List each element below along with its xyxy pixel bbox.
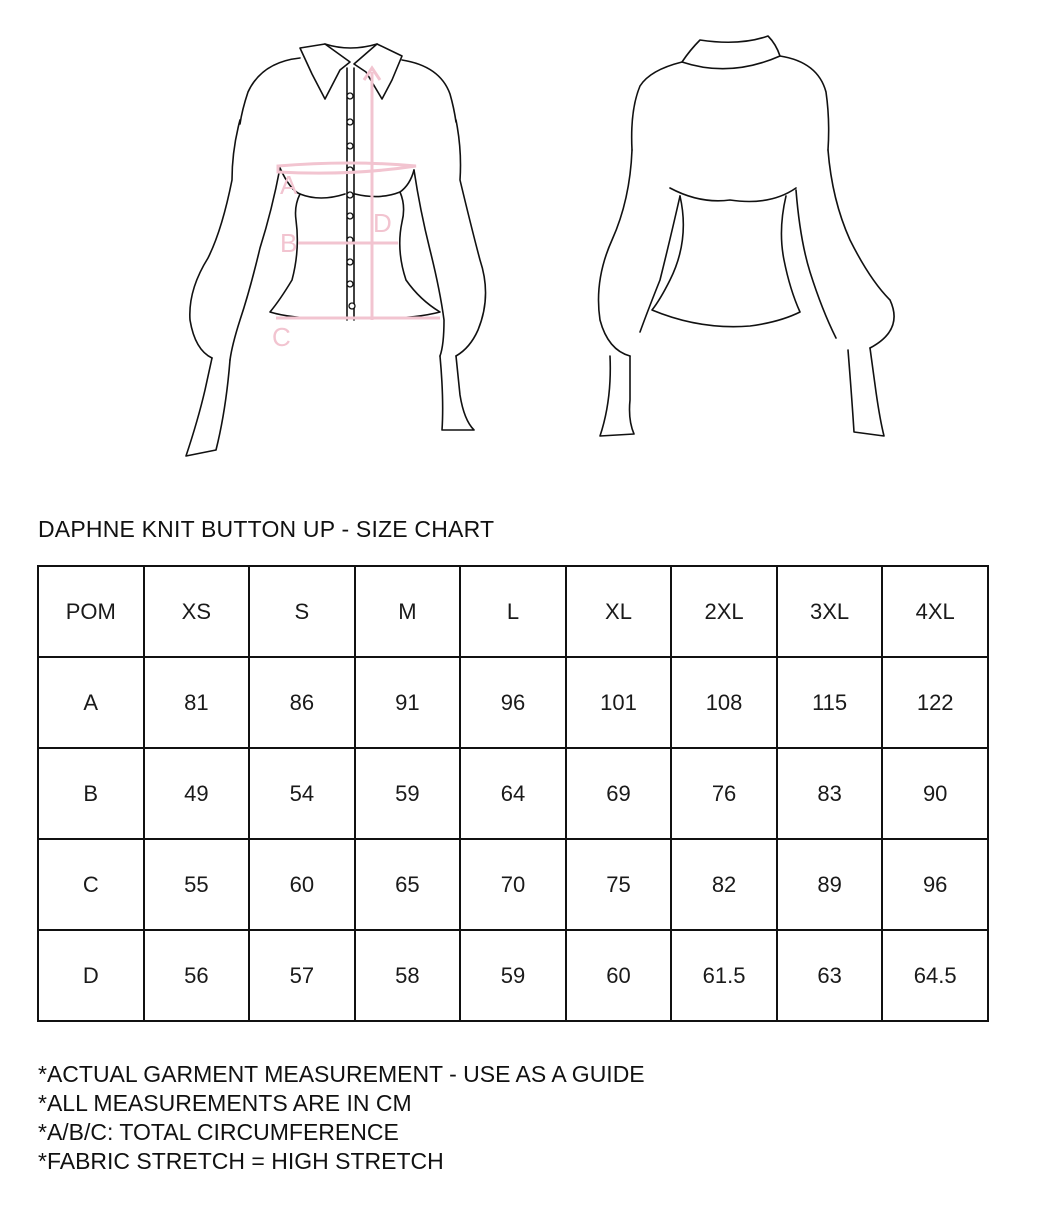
front-view-sketch — [186, 44, 486, 456]
table-cell: 89 — [777, 839, 883, 930]
table-cell: 58 — [355, 930, 461, 1021]
table-cell: 61.5 — [671, 930, 777, 1021]
table-cell: 76 — [671, 748, 777, 839]
table-cell: 64 — [460, 748, 566, 839]
table-cell: 56 — [144, 930, 250, 1021]
note-line: *FABRIC STRETCH = HIGH STRETCH — [38, 1148, 444, 1174]
table-cell: 69 — [566, 748, 672, 839]
table-cell: 55 — [144, 839, 250, 930]
header-cell: XL — [566, 566, 672, 657]
table-cell: 60 — [566, 930, 672, 1021]
table-cell: 63 — [777, 930, 883, 1021]
table-cell: 108 — [671, 657, 777, 748]
table-cell: 81 — [144, 657, 250, 748]
table-cell: 49 — [144, 748, 250, 839]
measure-label-d: D — [373, 208, 392, 238]
table-cell: 59 — [355, 748, 461, 839]
header-cell: S — [249, 566, 355, 657]
header-cell: 4XL — [882, 566, 988, 657]
table-cell: 90 — [882, 748, 988, 839]
table-cell: C — [38, 839, 144, 930]
table-cell: 83 — [777, 748, 883, 839]
table-cell: 82 — [671, 839, 777, 930]
table-cell: 86 — [249, 657, 355, 748]
header-cell: XS — [144, 566, 250, 657]
table-cell: 60 — [249, 839, 355, 930]
note-line: *ALL MEASUREMENTS ARE IN CM — [38, 1090, 412, 1116]
garment-illustration — [0, 0, 1038, 480]
table-cell: 59 — [460, 930, 566, 1021]
measure-label-a: A — [280, 170, 298, 200]
table-cell: D — [38, 930, 144, 1021]
table-cell: 96 — [460, 657, 566, 748]
table-cell: 101 — [566, 657, 672, 748]
table-cell: 75 — [566, 839, 672, 930]
table-cell: B — [38, 748, 144, 839]
back-view-sketch — [599, 36, 895, 436]
garment-sketches — [0, 0, 1038, 480]
table-row — [38, 748, 988, 839]
size-chart-table — [37, 565, 989, 1022]
table-cell: 70 — [460, 839, 566, 930]
header-cell: 2XL — [671, 566, 777, 657]
note-line: *A/B/C: TOTAL CIRCUMFERENCE — [38, 1119, 399, 1145]
table-cell: A — [38, 657, 144, 748]
table-cell: 57 — [249, 930, 355, 1021]
table-cell: 54 — [249, 748, 355, 839]
header-cell: M — [355, 566, 461, 657]
header-cell: 3XL — [777, 566, 883, 657]
measure-label-c: C — [272, 322, 291, 352]
note-line: *ACTUAL GARMENT MEASUREMENT - USE AS A GUIDE — [38, 1061, 645, 1087]
table-cell: 64.5 — [882, 930, 988, 1021]
table-header-row — [38, 566, 988, 657]
table-row — [38, 657, 988, 748]
size-chart-title: DAPHNE KNIT BUTTON UP - SIZE CHART — [38, 516, 495, 542]
table-row — [38, 839, 988, 930]
table-cell: 96 — [882, 839, 988, 930]
size-chart-notes — [38, 1060, 645, 1176]
table-cell: 115 — [777, 657, 883, 748]
table-cell: 65 — [355, 839, 461, 930]
table-cell: 91 — [355, 657, 461, 748]
header-cell: POM — [38, 566, 144, 657]
header-cell: L — [460, 566, 566, 657]
table-cell: 122 — [882, 657, 988, 748]
table-row — [38, 930, 988, 1021]
measure-label-b: B — [280, 228, 298, 258]
